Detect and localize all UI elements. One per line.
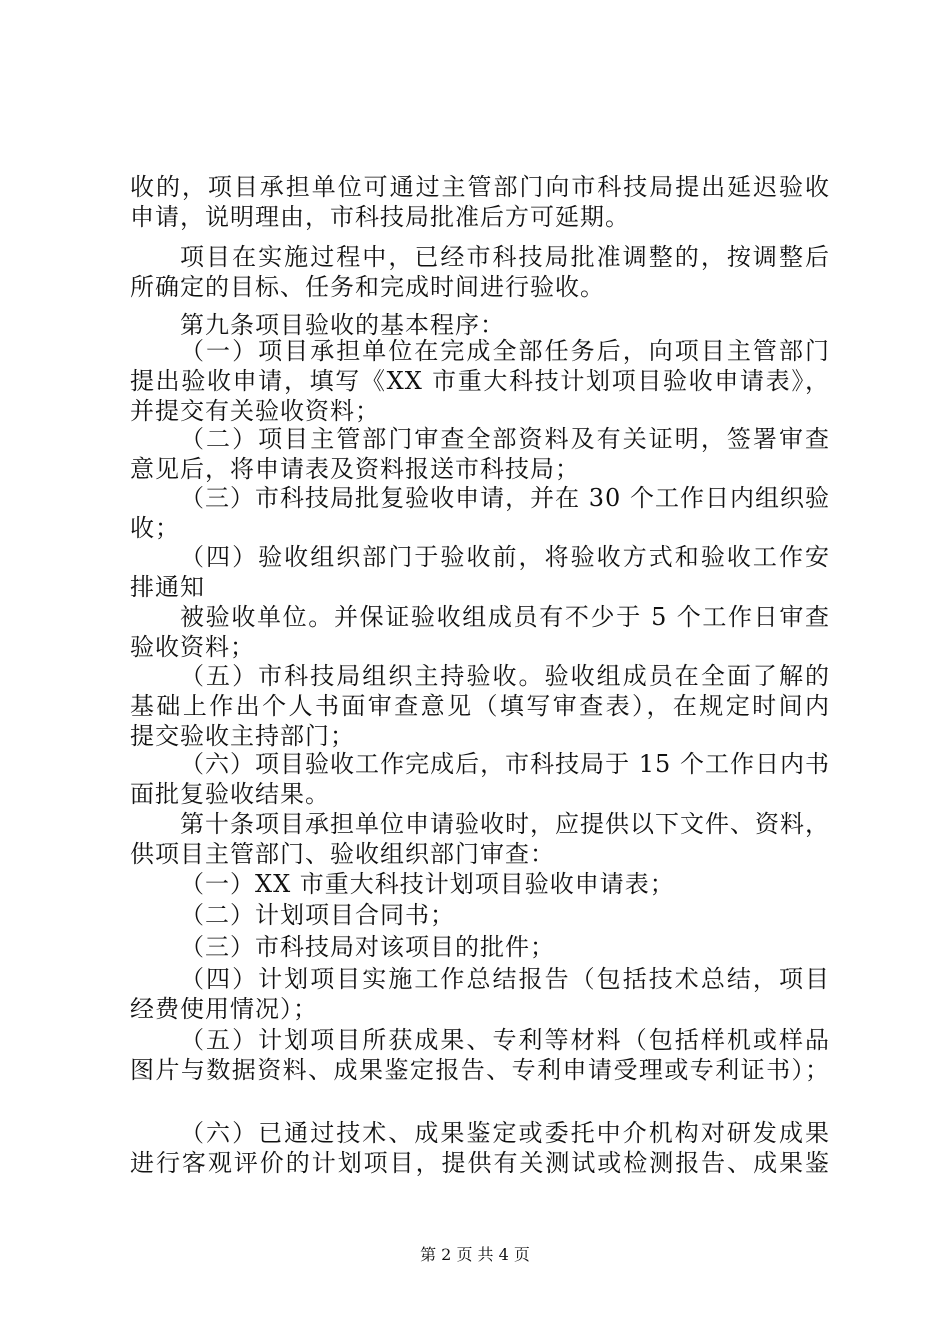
text-line-7: 提出验收申请，填写《XX 市重大科技计划项目验收申请表》， [130, 367, 830, 395]
text-line-16: 验收资料； [130, 633, 255, 661]
text-line-11: （三）市科技局批复验收申请，并在 30 个工作日内组织验 [180, 484, 830, 512]
text-line-2: 申请，说明理由，市科技局批准后方可延期。 [130, 203, 630, 231]
text-line-23: 供项目主管部门、验收组织部门审查： [130, 840, 555, 868]
text-line-26: （三）市科技局对该项目的批件； [180, 933, 555, 961]
page-footer: 第 2 页 共 4 页 [420, 1245, 530, 1264]
text-line-28: 经费使用情况）； [130, 995, 318, 1023]
text-line-17: （五）市科技局组织主持验收。验收组成员在全面了解的 [180, 662, 830, 690]
text-line-6: （一）项目承担单位在完成全部任务后，向项目主管部门 [180, 337, 830, 365]
text-line-15: 被验收单位。并保证验收组成员有不少于 5 个工作日审查 [180, 603, 830, 631]
text-line-8: 并提交有关验收资料； [130, 397, 380, 425]
text-line-1: 收的，项目承担单位可通过主管部门向市科技局提出延迟验收 [130, 173, 830, 201]
text-line-20: （六）项目验收工作完成后，市科技局于 15 个工作日内书 [180, 750, 830, 778]
text-line-14: 排通知 [130, 573, 205, 601]
text-line-27: （四）计划项目实施工作总结报告（包括技术总结，项目 [180, 965, 830, 993]
article-9-heading: 第九条项目验收的基本程序： [180, 311, 505, 339]
article-10-heading: 第十条项目承担单位申请验收时，应提供以下文件、资料， [180, 810, 830, 838]
text-line-29: （五）计划项目所获成果、专利等材料（包括样机或样品 [180, 1026, 830, 1054]
text-line-13: （四）验收组织部门于验收前，将验收方式和验收工作安 [180, 543, 830, 571]
text-line-30: 图片与数据资料、成果鉴定报告、专利申请受理或专利证书）； [130, 1056, 830, 1084]
text-line-25: （二）计划项目合同书； [180, 901, 455, 929]
text-line-9: （二）项目主管部门审查全部资料及有关证明，签署审查 [180, 425, 830, 453]
text-line-19: 提交验收主持部门； [130, 722, 355, 750]
text-line-21: 面批复验收结果。 [130, 780, 330, 808]
text-line-3: 项目在实施过程中，已经市科技局批准调整的，按调整后 [180, 243, 830, 271]
text-line-18: 基础上作出个人书面审查意见（填写审查表），在规定时间内 [130, 692, 830, 720]
text-line-4: 所确定的目标、任务和完成时间进行验收。 [130, 273, 605, 301]
text-line-32: 进行客观评价的计划项目，提供有关测试或检测报告、成果鉴 [130, 1149, 830, 1177]
text-line-10: 意见后，将申请表及资料报送市科技局； [130, 455, 580, 483]
text-line-12: 收； [130, 514, 180, 542]
text-line-24: （一）XX 市重大科技计划项目验收申请表； [180, 870, 675, 898]
text-line-31: （六）已通过技术、成果鉴定或委托中介机构对研发成果 [180, 1119, 830, 1147]
